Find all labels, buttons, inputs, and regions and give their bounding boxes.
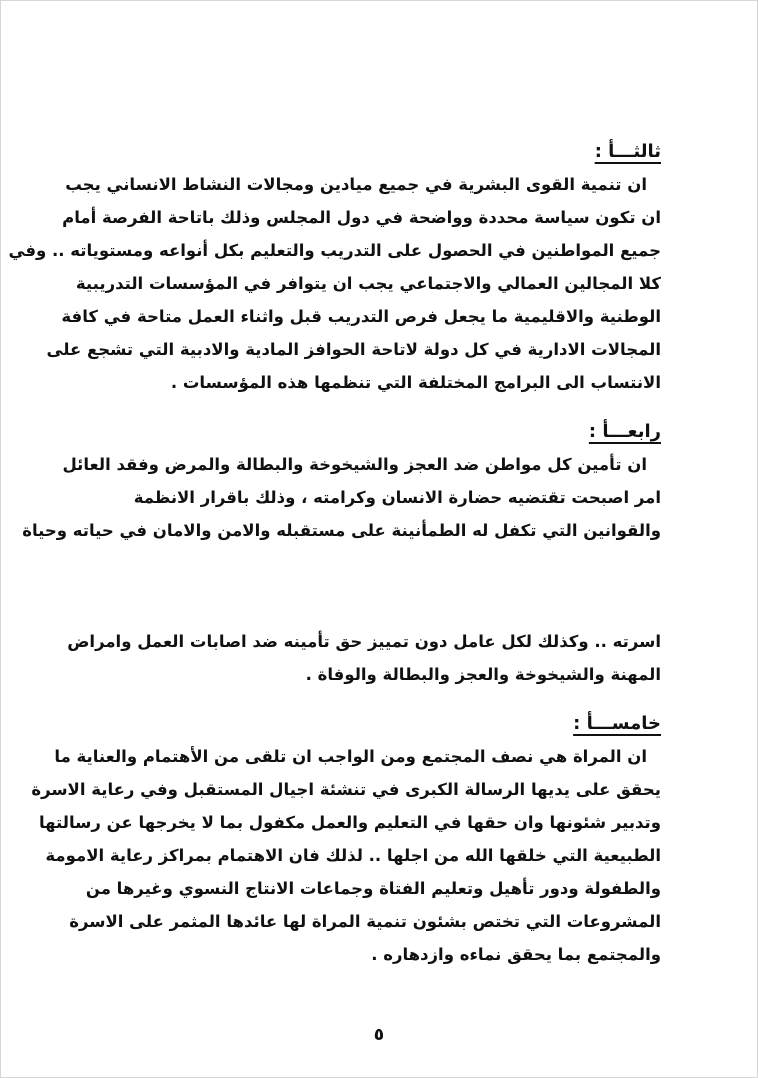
text-line: الطبيعية التي خلقها الله من اجلها .. لذلك فان الاهتمام بمراكز رعاية الامومة [45, 846, 661, 865]
paragraph-gap [119, 547, 661, 625]
text-line: المهنة والشيخوخة والعجز والبطالة والوفاة . [305, 665, 661, 684]
text-line: ان تنمية القوى البشرية في جميع ميادين ومجالات النشاط الانساني يجب [65, 175, 647, 194]
text-line: امر اصبحت تقتضيه حضارة الانسان وكرامته ، وذلك باقرار الانظمة [133, 488, 661, 507]
document-body [8, 141, 661, 971]
text-line: وتدبير شئونها وان حقها في التعليم والعمل مكفول بما لا يخرجها عن رسالتها [38, 813, 661, 832]
text-line: المشروعات التي تختص بشئون تنمية المراة لها عائدها المثمر على الاسرة [69, 912, 661, 931]
section-fifth [31, 713, 661, 971]
text-line: اسرته .. وكذلك لكل عامل دون تمييز حق تأمينه ضد اصابات العمل وامراض [67, 632, 661, 651]
text-line: جميع المواطنين في الحصول على التدريب والتعليم بكل أنواعه ومستوياته .. وفي [8, 241, 661, 260]
text-line: والقوانين التي تكفل له الطمأنينة على مستقبله والامن والامان في حياته وحياة [22, 521, 661, 540]
section-third-heading: ثالثـــأ : [594, 141, 661, 162]
text-line: المجالات الادارية في كل دولة لاتاحة الحوافز المادية والادبية التي تشجع على [46, 340, 661, 359]
text-line: والطفولة ودور تأهيل وتعليم الفتاة وجماعات الانتاج النسوي وغيرها من [85, 879, 661, 898]
section-fourth-heading: رابعـــأ : [588, 421, 661, 442]
page-number: ٥ [373, 1025, 385, 1045]
text-line: كلا المجالين العمالي والاجتماعي يجب ان يتوافر في المؤسسات التدريبية [75, 274, 661, 293]
text-line: الوطنية والاقليمية ما يجعل فرص التدريب قبل واثناء العمل متاحة في كافة [61, 307, 661, 326]
section-fifth-heading: خامســـأ : [573, 713, 661, 734]
text-line: والمجتمع بما يحقق نماءه وازدهاره . [371, 945, 661, 964]
text-line: يحقق على يديها الرسالة الكبرى في تنشئة اجيال المستقبل وفي رعاية الاسرة [31, 780, 661, 799]
text-line: ان تكون سياسة محددة وواضحة في دول المجلس وذلك باتاحة الفرصة أمام [62, 208, 661, 227]
text-line: ان تأمين كل مواطن ضد العجز والشيخوخة والبطالة والمرض وفقد العائل [62, 455, 647, 474]
text-line: الانتساب الى البرامج المختلفة التي تنظمها هذه المؤسسات . [170, 373, 661, 392]
section-third [8, 141, 661, 399]
section-fourth [22, 421, 661, 691]
text-line: ان المراة هي نصف المجتمع ومن الواجب ان تلقى من الأهتمام والعناية ما [54, 747, 647, 766]
